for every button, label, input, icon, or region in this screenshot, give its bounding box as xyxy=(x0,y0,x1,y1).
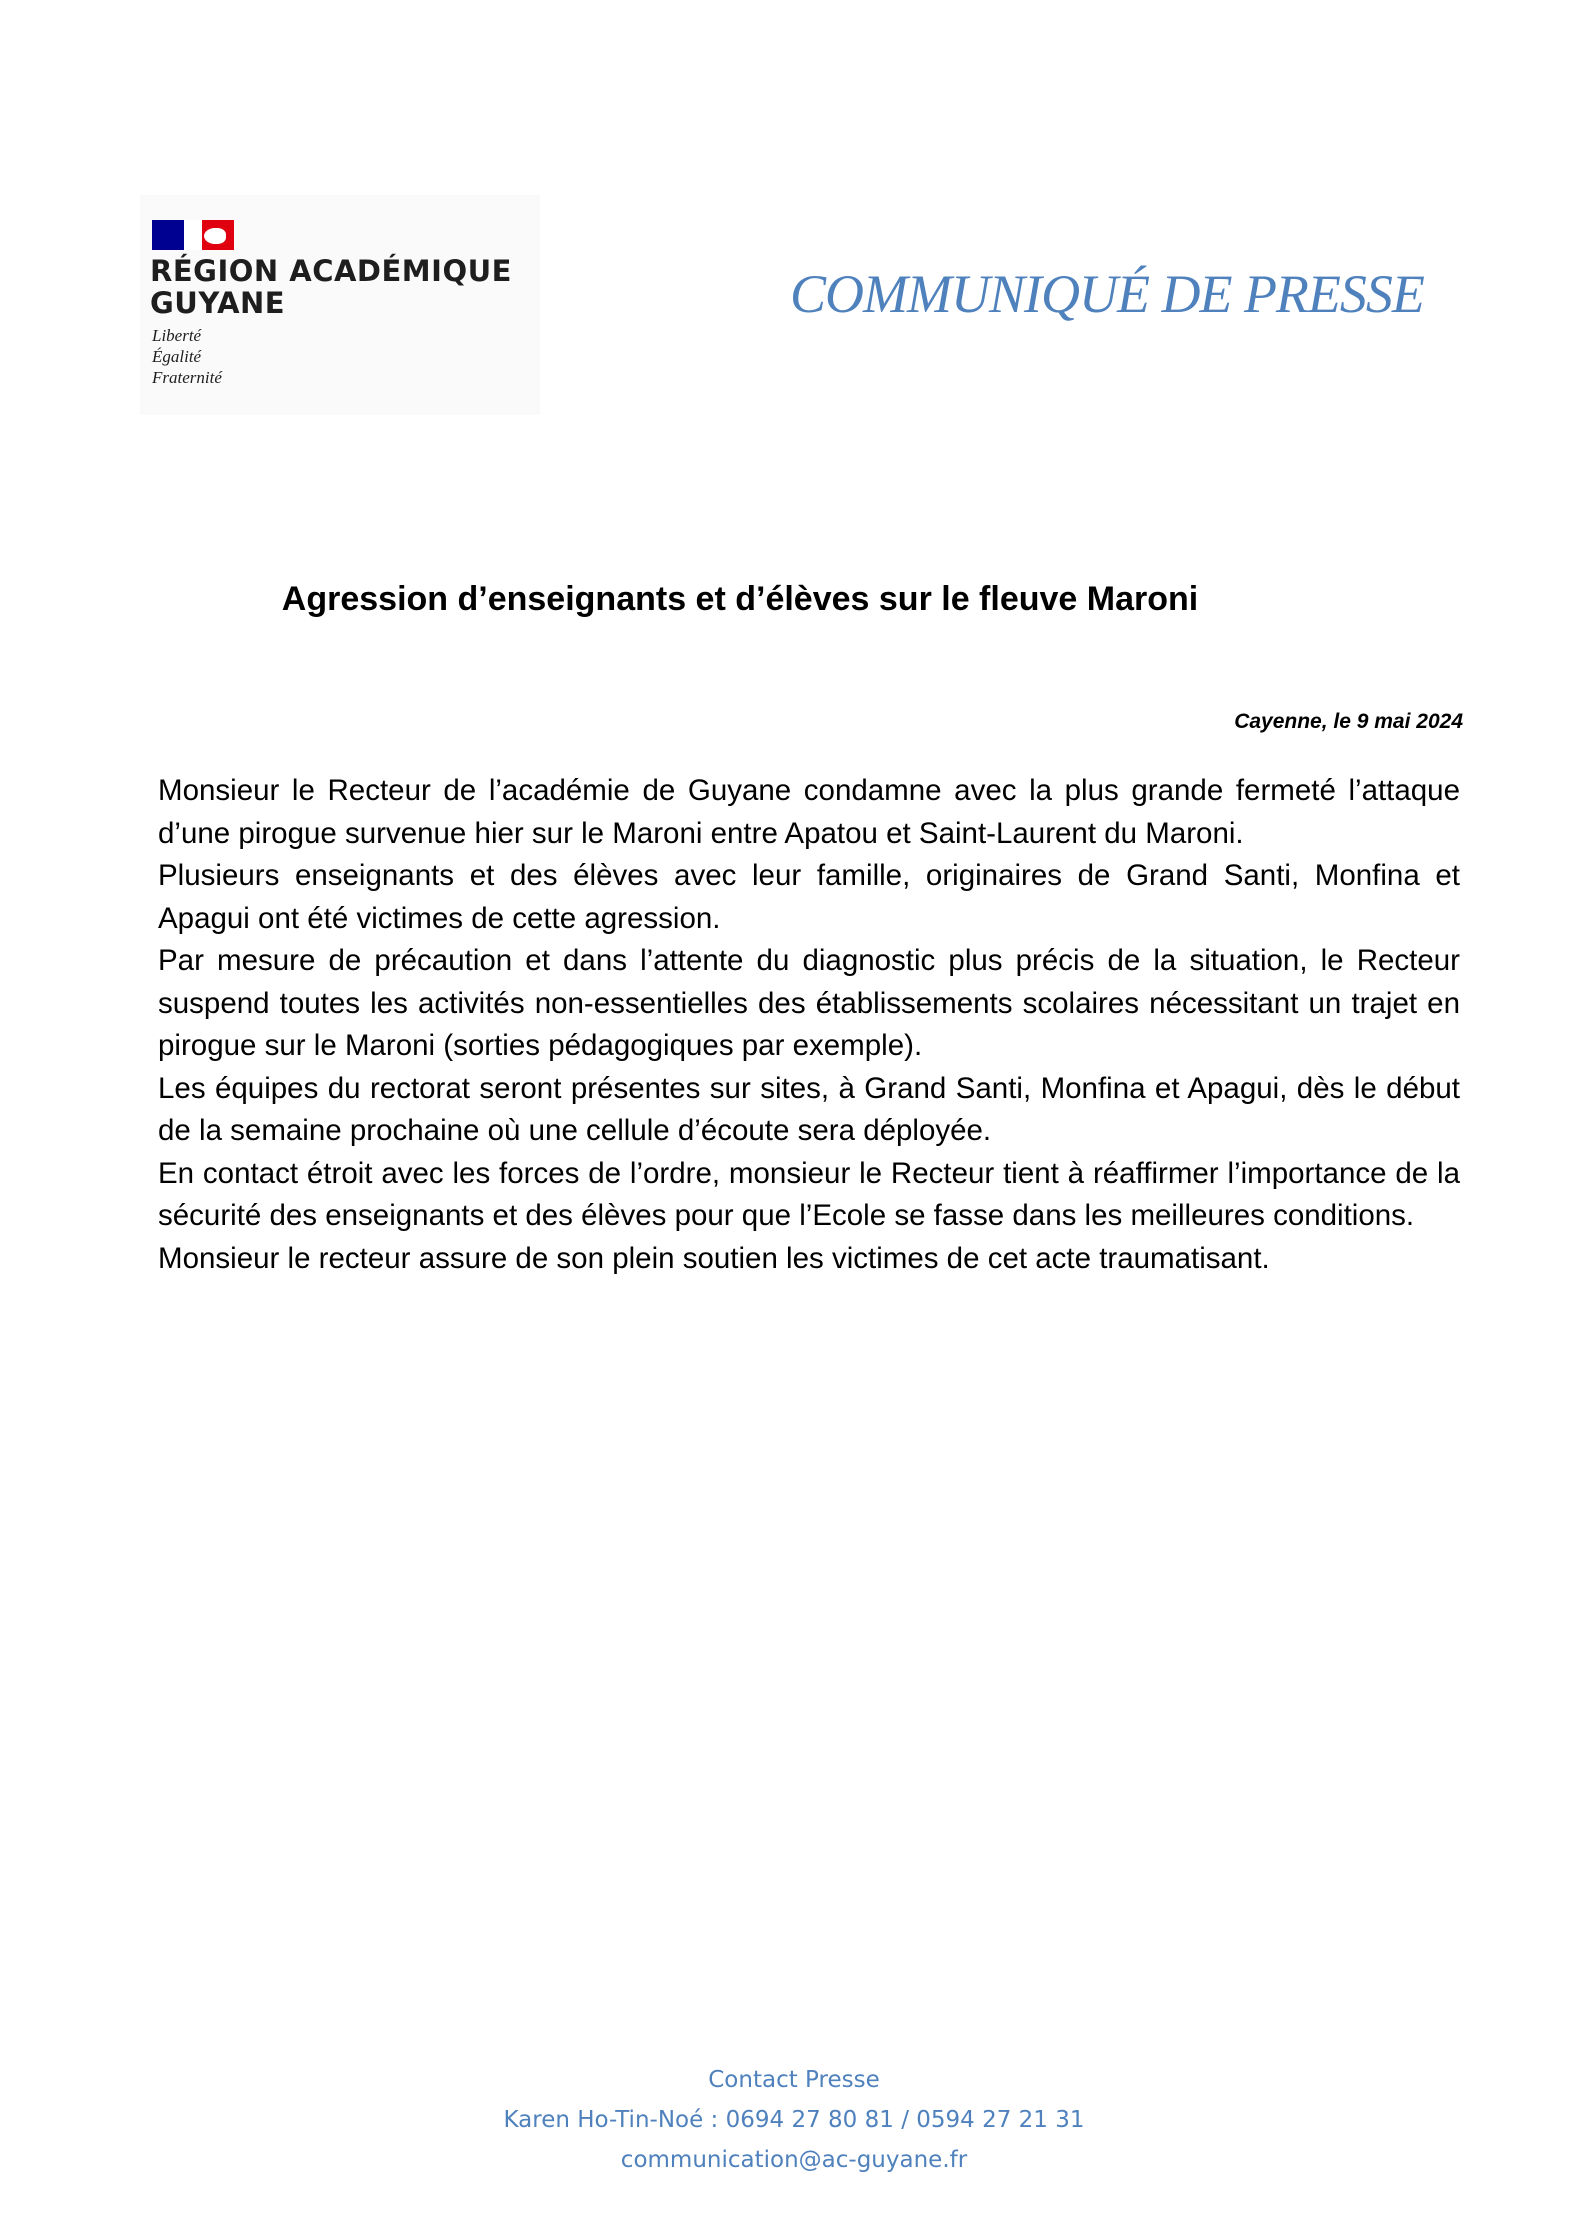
body-paragraph: Les équipes du rectorat seront présentes sur sites, à Grand Santi, Monfina et Apagui, dès le début de la semaine prochaine où une cellule d’écoute sera déployée. xyxy=(158,1071,1460,1147)
body-paragraph: Monsieur le recteur assure de son plein soutien les victimes de cet acte traumatisant. xyxy=(158,1241,1270,1275)
motto-fraternite: Fraternité xyxy=(152,368,222,387)
article-headline: Agression d’enseignants et d’élèves sur le fleuve Maroni xyxy=(281,580,1199,618)
body-paragraph: Plusieurs enseignants et des élèves avec leur famille, originaires de Grand Santi, Monfina et Apagui ont été victimes de cette agression. xyxy=(158,859,1460,935)
body-paragraph: Monsieur le Recteur de l’académie de Guyane condamne avec la plus grande fermeté l’attaque d’une pirogue survenue hier sur le Maroni entre Apatou et Saint-Laurent du Maroni. xyxy=(158,774,1460,850)
contact-email: communication@ac-guyane.fr xyxy=(620,2147,968,2173)
dateline: Cayenne, le 9 mai 2024 xyxy=(1234,710,1463,733)
communique-de-presse-title: COMMUNIQUÉ DE PRESSE xyxy=(790,264,1424,324)
body-paragraph: En contact étroit avec les forces de l’ordre, monsieur le Recteur tient à réaffirmer l’importance de la sécurité des enseignants et des élèves pour que l’Ecole se fasse dans les meilleures conditions. xyxy=(158,1156,1460,1232)
region-academique-logo xyxy=(140,195,540,415)
marianne-flag-icon xyxy=(152,220,234,250)
motto-egalite: Égalité xyxy=(152,347,202,366)
region-title-line1: RÉGION ACADÉMIQUE xyxy=(150,254,512,288)
contact-title: Contact Presse xyxy=(708,2067,880,2093)
body-paragraph: Par mesure de précaution et dans l’attente du diagnostic plus précis de la situation, le Recteur suspend toutes les activités non-essentielles des établissements scolaires nécessitant un trajet en pirogue sur le Maroni (sorties pédagogiques par exemple). xyxy=(158,944,1460,1062)
press-contact xyxy=(0,2060,1588,2180)
contact-person: Karen Ho-Tin-Noé : 0694 27 80 81 / 0594 27 21 31 xyxy=(503,2107,1085,2133)
motto-liberte: Liberté xyxy=(152,326,202,345)
republic-motto xyxy=(152,325,222,388)
region-title-line2: GUYANE xyxy=(150,286,286,320)
region-title xyxy=(150,255,512,319)
article-body xyxy=(158,770,1460,1280)
